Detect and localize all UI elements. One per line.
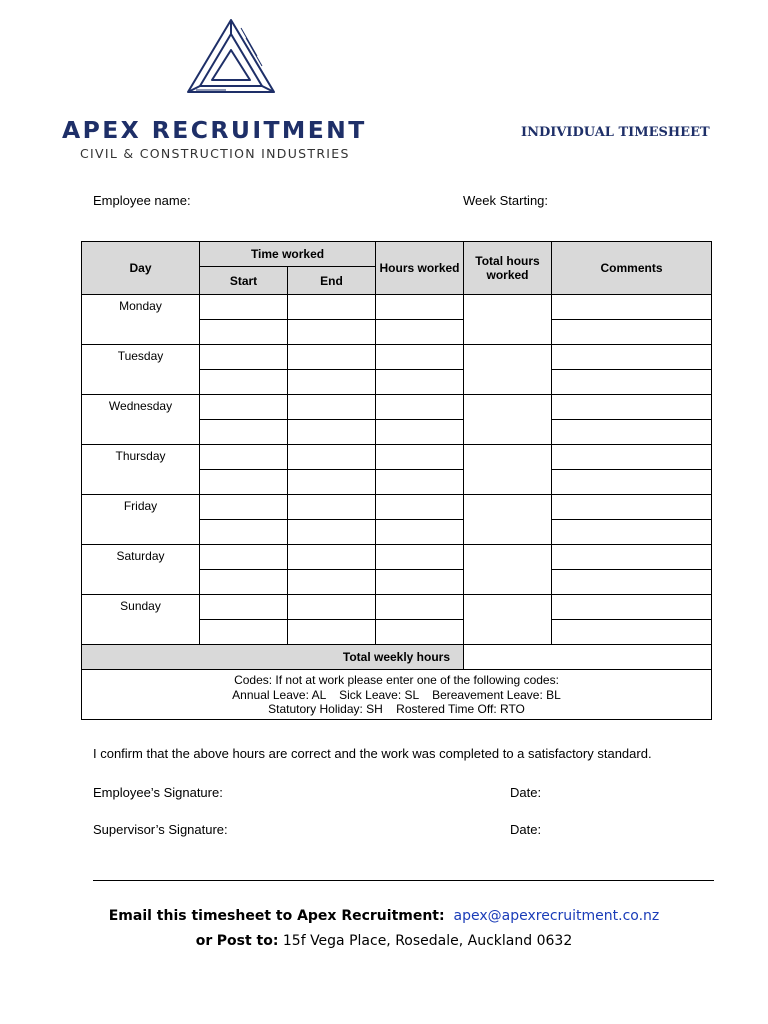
total-cell[interactable] — [464, 395, 552, 445]
header-hours-worked: Hours worked — [376, 242, 464, 295]
day-monday: Monday — [82, 295, 200, 345]
footer-divider — [93, 880, 714, 881]
day-thursday: Thursday — [82, 445, 200, 495]
hours-cell[interactable] — [376, 295, 464, 320]
header-time-worked: Time worked — [200, 242, 376, 267]
day-saturday: Saturday — [82, 545, 200, 595]
comment-cell[interactable] — [552, 370, 712, 395]
end-cell[interactable] — [288, 420, 376, 445]
start-cell[interactable] — [200, 395, 288, 420]
day-sunday: Sunday — [82, 595, 200, 645]
hours-cell[interactable] — [376, 470, 464, 495]
document-title: INDIVIDUAL TIMESHEET — [521, 125, 710, 140]
end-cell[interactable] — [288, 595, 376, 620]
end-cell[interactable] — [288, 470, 376, 495]
post-label: Post to: — [216, 933, 279, 949]
employee-signature-label: Employee’s Signature: — [93, 785, 223, 800]
end-cell[interactable] — [288, 520, 376, 545]
hours-cell[interactable] — [376, 595, 464, 620]
employee-name-label: Employee name: — [93, 193, 191, 208]
header-end: End — [288, 267, 376, 295]
footer-post-line — [0, 933, 768, 949]
end-cell[interactable] — [288, 495, 376, 520]
comment-cell[interactable] — [552, 570, 712, 595]
hours-cell[interactable] — [376, 370, 464, 395]
end-cell[interactable] — [288, 320, 376, 345]
start-cell[interactable] — [200, 545, 288, 570]
table-row — [82, 445, 712, 470]
email-link[interactable]: apex@apexrecruitment.co.nz — [453, 908, 660, 924]
comment-cell[interactable] — [552, 620, 712, 645]
end-cell[interactable] — [288, 395, 376, 420]
table-row — [82, 395, 712, 420]
day-tuesday: Tuesday — [82, 345, 200, 395]
end-cell[interactable] — [288, 445, 376, 470]
start-cell[interactable] — [200, 420, 288, 445]
start-cell[interactable] — [200, 470, 288, 495]
hours-cell[interactable] — [376, 620, 464, 645]
header-start: Start — [200, 267, 288, 295]
comment-cell[interactable] — [552, 545, 712, 570]
supervisor-signature-label: Supervisor’s Signature: — [93, 822, 228, 837]
comment-cell[interactable] — [552, 345, 712, 370]
comment-cell[interactable] — [552, 470, 712, 495]
comment-cell[interactable] — [552, 445, 712, 470]
total-cell[interactable] — [464, 495, 552, 545]
header-total-hours: Total hours worked — [464, 242, 552, 295]
start-cell[interactable] — [200, 495, 288, 520]
comment-cell[interactable] — [552, 420, 712, 445]
hours-cell[interactable] — [376, 445, 464, 470]
brand-name: APEX RECRUITMENT — [62, 116, 367, 144]
codes-line-3: Statutory Holiday: SH Rostered Time Off: RTO — [268, 702, 525, 716]
total-weekly-hours-cell[interactable] — [464, 645, 712, 670]
total-cell[interactable] — [464, 595, 552, 645]
footer-email-line — [0, 908, 768, 924]
comment-cell[interactable] — [552, 320, 712, 345]
supervisor-date-label: Date: — [510, 822, 542, 837]
start-cell[interactable] — [200, 595, 288, 620]
header-comments: Comments — [552, 242, 712, 295]
week-starting-label: Week Starting: — [463, 193, 549, 208]
end-cell[interactable] — [288, 370, 376, 395]
hours-cell[interactable] — [376, 495, 464, 520]
table-row — [82, 495, 712, 520]
start-cell[interactable] — [200, 370, 288, 395]
header-day: Day — [82, 242, 200, 295]
brand-tagline: CIVIL & CONSTRUCTION INDUSTRIES — [80, 146, 350, 161]
comment-cell[interactable] — [552, 520, 712, 545]
start-cell[interactable] — [200, 320, 288, 345]
start-cell[interactable] — [200, 520, 288, 545]
or-text: or — [195, 933, 213, 949]
comment-cell[interactable] — [552, 495, 712, 520]
end-cell[interactable] — [288, 295, 376, 320]
postcode-text: 0632 — [536, 933, 573, 949]
table-row — [82, 545, 712, 570]
total-cell[interactable] — [464, 295, 552, 345]
end-cell[interactable] — [288, 545, 376, 570]
leave-codes-note — [82, 670, 712, 720]
end-cell[interactable] — [288, 345, 376, 370]
total-weekly-hours-label: Total weekly hours — [82, 645, 464, 670]
employee-date-label: Date: — [510, 785, 542, 800]
hours-cell[interactable] — [376, 545, 464, 570]
start-cell[interactable] — [200, 295, 288, 320]
day-wednesday: Wednesday — [82, 395, 200, 445]
start-cell[interactable] — [200, 445, 288, 470]
start-cell[interactable] — [200, 620, 288, 645]
start-cell[interactable] — [200, 345, 288, 370]
day-friday: Friday — [82, 495, 200, 545]
total-cell[interactable] — [464, 445, 552, 495]
hours-cell[interactable] — [376, 570, 464, 595]
timesheet-table — [81, 241, 712, 720]
hours-cell[interactable] — [376, 320, 464, 345]
comment-cell[interactable] — [552, 295, 712, 320]
hours-cell[interactable] — [376, 420, 464, 445]
hours-cell[interactable] — [376, 520, 464, 545]
impossible-triangle-logo-icon — [186, 18, 276, 94]
hours-cell[interactable] — [376, 395, 464, 420]
total-cell[interactable] — [464, 545, 552, 595]
email-prefix: Email this timesheet to Apex Recruitment: — [108, 908, 445, 924]
start-cell[interactable] — [200, 570, 288, 595]
table-row — [82, 595, 712, 620]
total-cell[interactable] — [464, 345, 552, 395]
end-cell[interactable] — [288, 570, 376, 595]
address-text: 15f Vega Place, Rosedale, Auckland — [282, 933, 533, 949]
codes-line-2: Annual Leave: AL Sick Leave: SL Bereavement Leave: BL — [232, 687, 561, 702]
end-cell[interactable] — [288, 620, 376, 645]
comment-cell[interactable] — [552, 595, 712, 620]
table-row — [82, 295, 712, 320]
table-row — [82, 345, 712, 370]
confirmation-text: I confirm that the above hours are correct and the work was completed to a satisfactory standard. — [93, 746, 652, 761]
hours-cell[interactable] — [376, 345, 464, 370]
comment-cell[interactable] — [552, 395, 712, 420]
codes-line-1: Codes: If not at work please enter one of the following codes: — [234, 673, 559, 687]
